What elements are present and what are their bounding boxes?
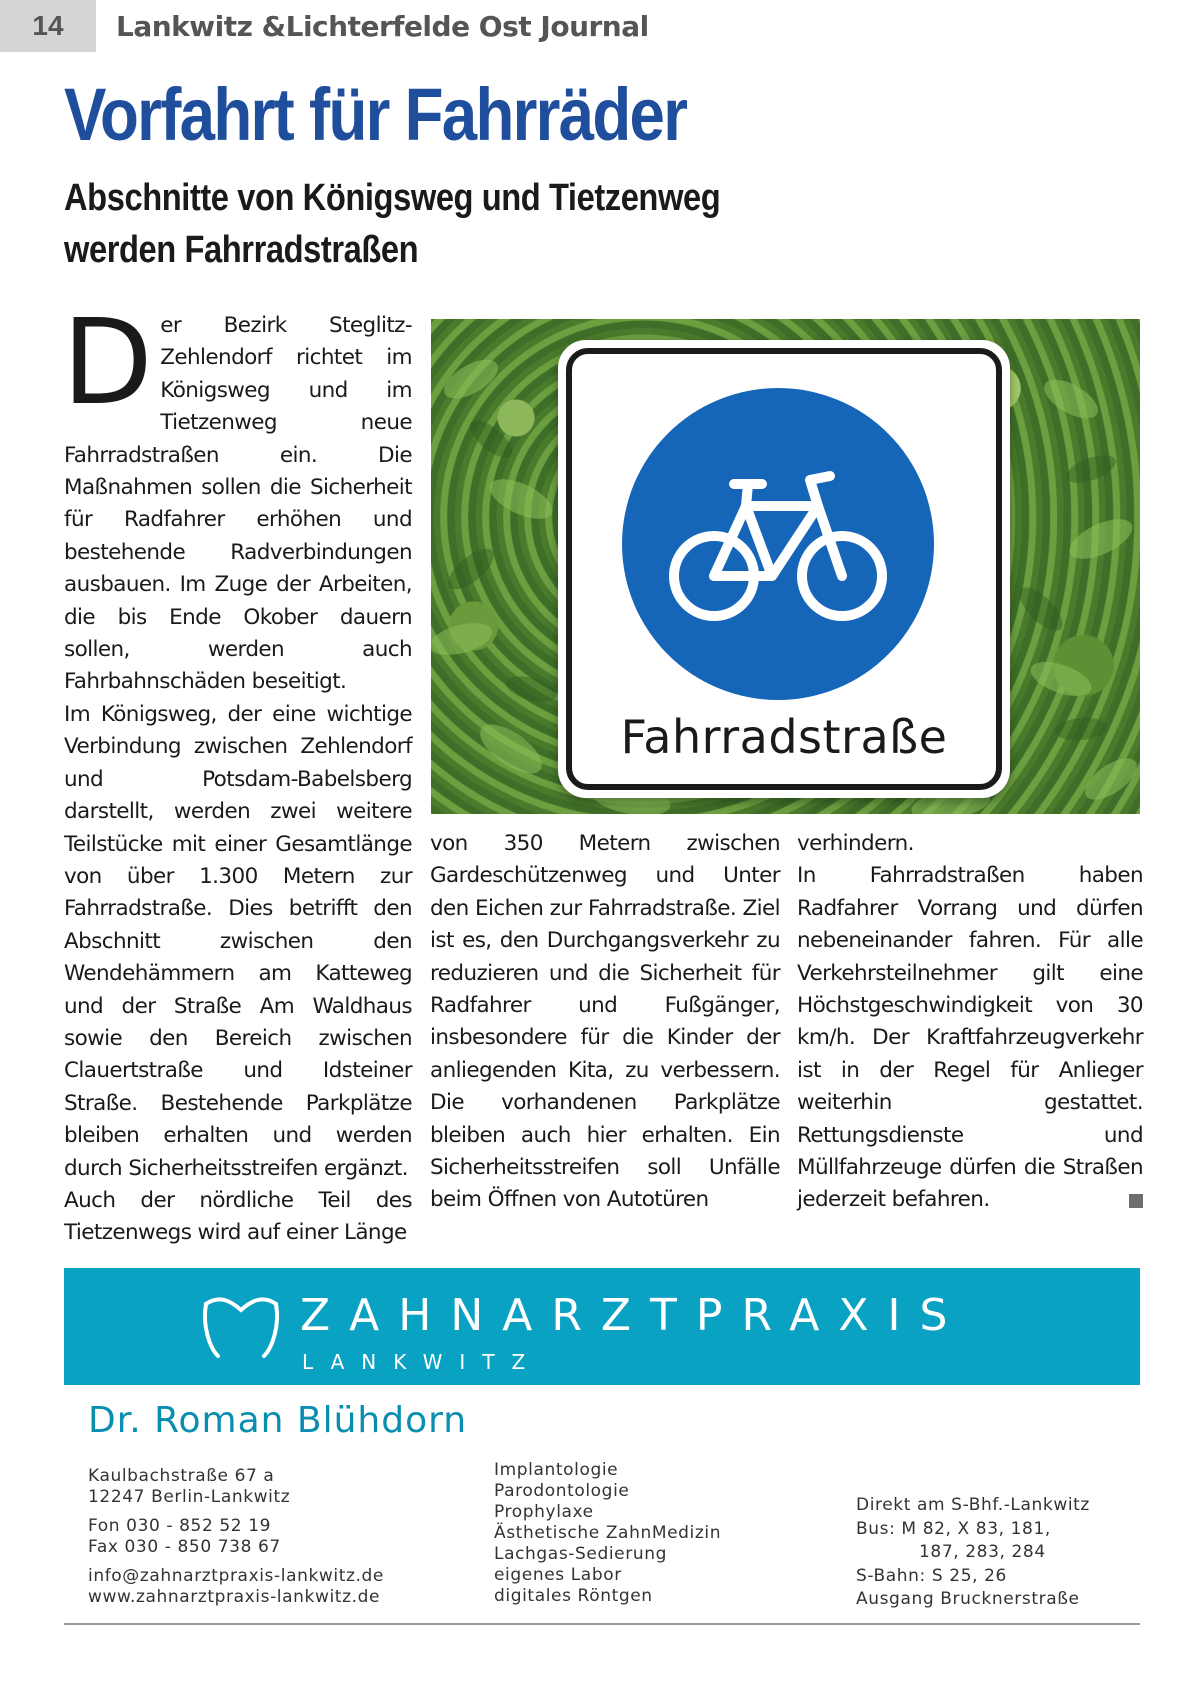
paragraph-tietzenweg: Auch der nördliche Teil des Tietzenwegs wird auf einer Länge bbox=[64, 1187, 412, 1246]
ad-service-item: Implantologie bbox=[494, 1460, 619, 1480]
ad-transit-exit: Ausgang Brucknerstraße bbox=[856, 1589, 1080, 1609]
article-photo bbox=[431, 319, 1140, 814]
page-number: 14 bbox=[0, 0, 96, 52]
article-column-3 bbox=[797, 828, 1143, 1217]
end-of-article-mark bbox=[1129, 1194, 1143, 1208]
paragraph-intro bbox=[62, 293, 412, 699]
ad-brand-sub: LANKWITZ bbox=[302, 1350, 543, 1374]
ad-transit-bus-cont: 187, 283, 284 bbox=[919, 1542, 1046, 1562]
ad-email: info@zahnarztpraxis-lankwitz.de bbox=[88, 1566, 384, 1586]
ad-contact bbox=[88, 1466, 384, 1608]
ad-doctor-name: Dr. Roman Blühdorn bbox=[88, 1400, 468, 1441]
ad-transit bbox=[856, 1494, 1090, 1612]
ad-service-item: Prophylaxe bbox=[494, 1502, 594, 1522]
headline: Vorfahrt für Fahrräder bbox=[64, 73, 687, 156]
paragraph-rules-text: In Fahrradstraßen haben Radfahrer Vorrang und dürfen nebeneinander fahren. Für alle Verkehrsteilnehmer gilt eine Höchstgeschwindigkeit von 30 km/h. Der Kraftfahrzeugverkehr ist in der Regel für Anlieger weiterhin gestattet. Rettungsdienste und Müllfahrzeuge dürfen die Straßen jederzeit befahren. bbox=[797, 863, 1143, 1213]
bicycle-icon bbox=[622, 388, 934, 700]
sign-blue-disc bbox=[622, 388, 934, 700]
article-column-2 bbox=[430, 828, 780, 1217]
ad-banner bbox=[64, 1268, 1140, 1385]
subheadline bbox=[64, 172, 720, 277]
paragraph-verhindern: verhindern. bbox=[797, 831, 914, 856]
article-column-1 bbox=[62, 293, 412, 1250]
journal-title: Lankwitz &Lichterfelde Ost Journal bbox=[116, 10, 649, 43]
ad-transit-bus: Bus: M 82, X 83, 181, bbox=[856, 1518, 1051, 1539]
paragraph-tietzenweg-cont: von 350 Metern zwischen Gardeschützenweg und Unter den Eichen zur Fahrradstraße. Ziel ist es, den Durchgangsverkehr zu reduzieren und die Sicherheit für Radfahrer und Fußgänger, insbesondere für die Kinder der anliegenden Kita, zu verbessern. Die vorhandenen Parkplätze bleiben auch hier erhalten. Ein Sicherheitsstreifen soll Unfälle beim Öffnen von Autotüren bbox=[430, 831, 780, 1213]
ad-transit-station: Direkt am S-Bhf.-Lankwitz bbox=[856, 1495, 1090, 1515]
paragraph-rules bbox=[797, 860, 1143, 1216]
paragraph-intro-text: er Bezirk Steglitz-Zehlendorf richtet im Königsweg und im Tietzenweg neue Fahrradstraßen ein. Die Maßnahmen sollen die Sicherheit für Radfahrer erhöhen und bestehende Radverbindungen ausbauen. Im Zuge der Arbeiten, die bis Ende Okober dauern sollen, werden auch Fahrbahnschäden beseitigt. bbox=[64, 313, 412, 695]
ad-service-item: Parodontologie bbox=[494, 1481, 630, 1501]
ad-address-street: Kaulbachstraße 67 a bbox=[88, 1466, 275, 1486]
ad-fax: Fax 030 - 850 738 67 bbox=[88, 1537, 281, 1557]
ad-services bbox=[494, 1460, 721, 1607]
tooth-logo-icon bbox=[196, 1286, 286, 1362]
ad-service-item: Ästhetische ZahnMedizin bbox=[494, 1523, 722, 1543]
ad-service-item: digitales Röntgen bbox=[494, 1586, 653, 1606]
ad-service-item: eigenes Labor bbox=[494, 1565, 622, 1585]
drop-cap: D bbox=[62, 293, 153, 431]
sign-label: Fahrradstraße bbox=[620, 710, 948, 764]
ad-service-item: Lachgas-Sedierung bbox=[494, 1544, 667, 1564]
paragraph-koenigsweg: Im Königsweg, der eine wichtige Verbindung zwischen Zehlendorf und Potsdam-Babelsberg darstellt, werden zwei weitere Teilstücke mit einer Gesamtlänge von über 1.300 Metern zur Fahrradstraße. Dies betrifft den Abschnitt zwischen den Wendehämmern am Katteweg und der Straße Am Waldhaus sowie den Bereich zwischen Clauertstraße und Idsteiner Straße. Bestehende Parkplätze bleiben erhalten und werden durch Sicherheitsstreifen ergänzt. bbox=[64, 701, 412, 1181]
ad-brand: ZAHNARZTPRAXIS bbox=[300, 1290, 967, 1341]
ad-website: www.zahnarztpraxis-lankwitz.de bbox=[88, 1587, 381, 1607]
ad-bottom-rule bbox=[64, 1623, 1140, 1625]
ad-address-city: 12247 Berlin-Lankwitz bbox=[88, 1487, 291, 1507]
bicycle-street-sign bbox=[558, 340, 1010, 798]
ad-transit-sbahn: S-Bahn: S 25, 26 bbox=[856, 1565, 1007, 1586]
subheadline-line-1: Abschnitte von Königsweg und Tietzenweg bbox=[64, 177, 721, 219]
subheadline-line-2: werden Fahrradstraßen bbox=[64, 229, 419, 272]
ad-phone: Fon 030 - 852 52 19 bbox=[88, 1516, 272, 1536]
